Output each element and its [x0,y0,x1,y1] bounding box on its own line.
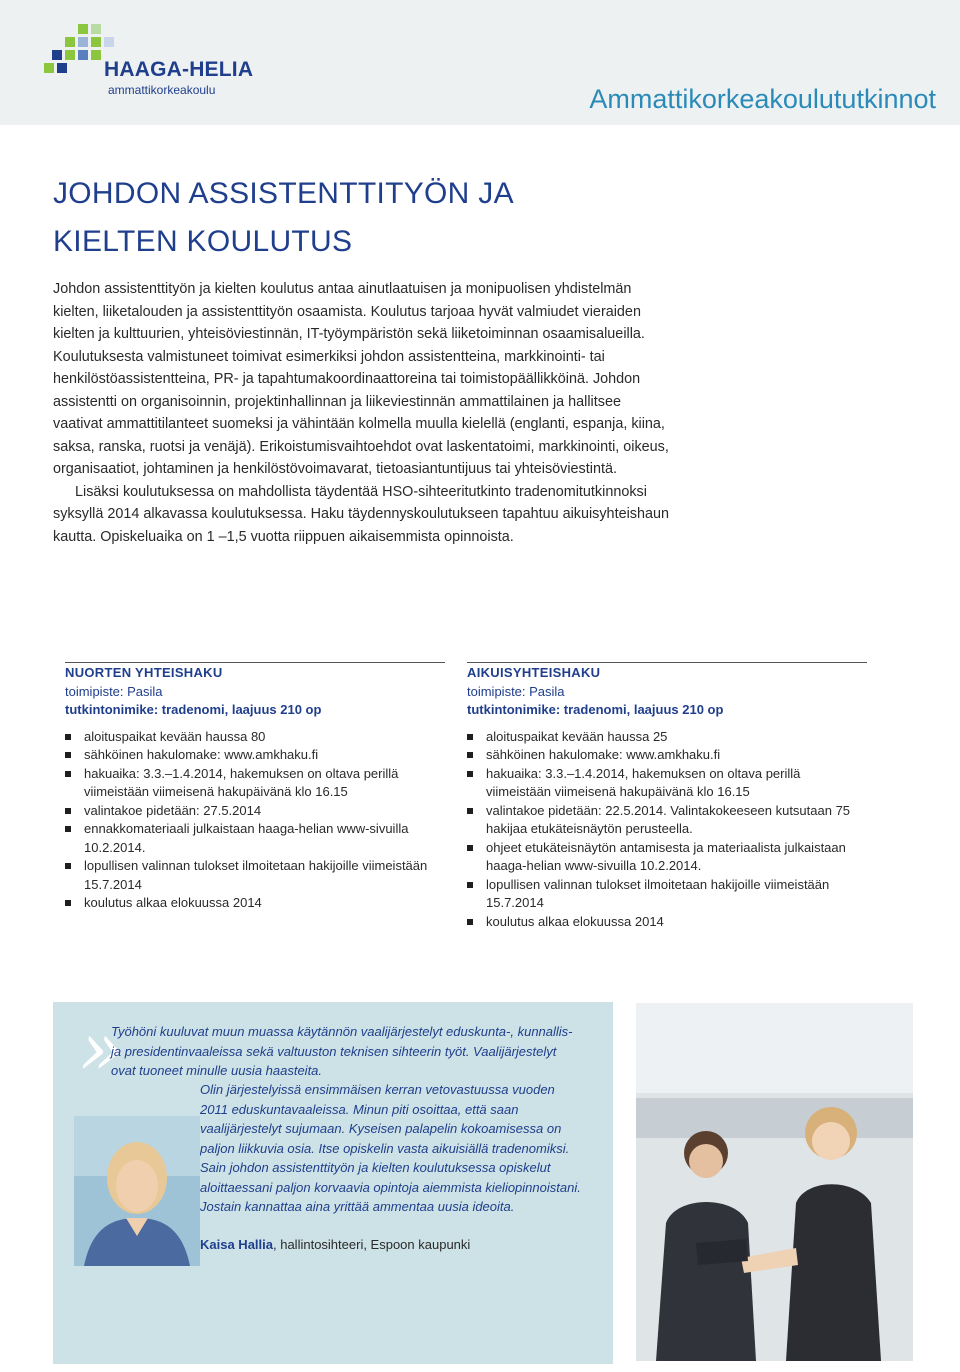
handshake-illustration [636,1003,913,1361]
logo-name: HAAGA-HELIA [104,58,254,81]
adult-heading-block [467,662,867,720]
list-item: aloituspaikat kevään haussa 80 [65,728,445,747]
quote-mark-icon: » [79,1006,125,1092]
youth-application-column [65,662,445,913]
list-item: sähköinen hakulomake: www.amkhaku.fi [65,746,445,765]
youth-location: toimipiste: Pasila [65,683,163,699]
intro-paragraph-2: Lisäksi koulutuksessa on mahdollista täydentää HSO-sihteeritutkinto tradenomitutkinnoksi syksyllä 2014 alkavassa koulutuksessa. Haku täydennyskoulutukseen tapahtuu aikuisyhteishaun kautta. Opiskeluaika on 1 –1,5 vuotta riippuen aikaisemmista opinnoista. [53,483,669,545]
youth-heading-block [65,662,445,720]
testimonial-portrait-photo [74,1116,200,1266]
list-item: ennakkomateriaali julkaistaan haaga-helian www-sivuilla 10.2.2014. [65,820,445,857]
haaga-helia-logo[interactable] [44,22,254,100]
handshake-photo [636,1003,913,1361]
testimonial-attribution [200,1237,470,1252]
list-item: hakuaika: 3.3.–1.4.2014, hakemuksen on oltava perillä viimeistään viimeisenä hakupäivänä klo 16.15 [467,765,867,802]
quote-text-top: Työhöni kuuluvat muun muassa käytännön vaalijärjestelyt eduskunta-, kunnallis- ja presidentinvaaleissa sekä valtuuston teknisen sihteerin työt. Vaalijärjestelyt ovat tuoneet minulle uusia haasteita. [111,1024,573,1078]
portrait-illustration [74,1116,200,1266]
adult-location: toimipiste: Pasila [467,683,565,699]
list-item: sähköinen hakulomake: www.amkhaku.fi [467,746,867,765]
youth-details-list [65,728,445,913]
testimonial-author: Kaisa Hallia [200,1237,273,1252]
intro-paragraph-1: Johdon assistenttityön ja kielten koulutus antaa ainutlaatuisen ja monipuolisen yhdistelmän kielten, liiketalouden ja assistenttityön osaamista. Koulutus tarjoaa hyvät valmiudet vieraiden kielten ja kulttuurien, yhteisöviestinnän, IT-työympäristön sekä liiketoiminnan osaamisalueilla. Koulutuksesta valmistuneet toimivat esimerkiksi johdon assistentteina, markkinointi- tai henkilöstöassistentteina, PR- ja tapahtumakoordinaattoreina tai toimistopäällikköinä. Johdon assistentti on organisoinnin, projektinhallinnan ja liikeviestinnän ammattilainen ja hallitsee vaativat ammattitilanteet suomeksi ja vähintään kolmella muulla kielellä (englanti, espanja, kiina, saksa, ranska, ruotsi ja venäjä). Erikoistumisvaihtoehdot ovat laskentatoimi, markkinointi, oikeus, organisaatiot, johtaminen ja henkilöstövoimavarat, tietoasiantuntijuus tai yhteisöviestintä. [53,281,669,477]
list-item: lopullisen valinnan tulokset ilmoitetaan hakijoille viimeistään 15.7.2014 [65,857,445,894]
divider [65,662,445,663]
list-item: koulutus alkaa elokuussa 2014 [65,894,445,913]
page-title [53,170,514,266]
youth-heading: NUORTEN YHTEISHAKU [65,665,223,680]
divider [467,662,867,663]
quote-text-bottom: Olin järjestelyissä ensimmäisen kerran vetovastuussa vuoden 2011 eduskuntavaaleissa. Minun piti osoittaa, että saan vaalijärjestelyt sujumaan. Kyseisen palapelin kokoamisessa on paljon liikkuvia osia. Itse opiskelin vasta aikuisiällä tradenomiksi. Sain johdon assistenttityön ja kielten koulutuksessa opiskelut aloittaessani paljon korvaavia opintoja aiemmista kieliopinnoistani. Jostain kannattaa aina yrittää ammentaa uusia ideoita. [200,1082,581,1214]
list-item: lopullisen valinnan tulokset ilmoitetaan hakijoille viimeistään 15.7.2014 [467,876,867,913]
testimonial-box [53,1002,613,1364]
adult-degree: tutkintonimike: tradenomi, laajuus 210 op [467,702,724,717]
page-title-line-1: JOHDON ASSISTENTTITYÖN JA [53,177,514,210]
list-item: aloituspaikat kevään haussa 25 [467,728,867,747]
list-item: valintakoe pidetään: 27.5.2014 [65,802,445,821]
header-category: Ammattikorkeakoulututkinnot [589,84,936,114]
youth-degree: tutkintonimike: tradenomi, laajuus 210 op [65,702,322,717]
adult-application-column [467,662,867,931]
adult-heading: AIKUISYHTEISHAKU [467,665,601,680]
list-item: koulutus alkaa elokuussa 2014 [467,913,867,932]
testimonial-author-role: , hallintosihteeri, Espoon kaupunki [273,1237,471,1252]
adult-details-list [467,728,867,932]
logo-subtitle: ammattikorkeakoulu [108,83,216,97]
list-item: ohjeet etukäteisnäytön antamisesta ja materiaalista julkaistaan haaga-helian www-sivuilla 10.2.2014. [467,839,867,876]
list-item: hakuaika: 3.3.–1.4.2014, hakemuksen on oltava perillä viimeistään viimeisenä hakupäivänä klo 16.15 [65,765,445,802]
header-band [0,0,960,125]
intro-text [53,278,673,548]
page-title-line-2: KIELTEN KOULUTUS [53,225,353,258]
list-item: valintakoe pidetään: 22.5.2014. Valintakokeeseen kutsutaan 75 hakijaa etukäteisnäytön perusteella. [467,802,867,839]
